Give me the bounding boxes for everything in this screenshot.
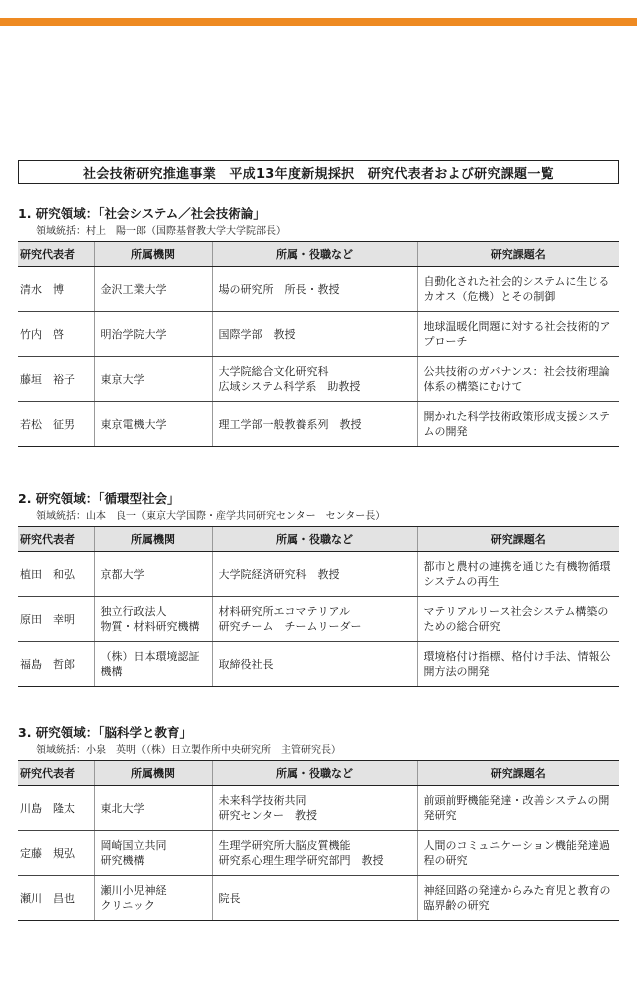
cell-topic: 環境格付け指標、格付け手法、情報公開方法の開発 <box>417 642 619 687</box>
cell-affiliation: 金沢工業大学 <box>94 267 212 312</box>
header-topic: 研究課題名 <box>417 527 619 552</box>
cell-affiliation: 瀬川小児神経 クリニック <box>94 876 212 921</box>
header-position: 所属・役職など <box>212 242 417 267</box>
cell-position: 院長 <box>212 876 417 921</box>
section-recycling-society <box>18 490 619 687</box>
cell-name: 藤垣 裕子 <box>18 357 94 402</box>
table-header-row <box>18 527 619 552</box>
cell-name: 若松 征男 <box>18 402 94 447</box>
cell-topic: 神経回路の発達からみた育児と教育の臨界齢の研究 <box>417 876 619 921</box>
top-accent-bar <box>0 18 637 26</box>
cell-name: 川島 隆太 <box>18 786 94 831</box>
table-row <box>18 312 619 357</box>
cell-name: 清水 博 <box>18 267 94 312</box>
cell-topic: 開かれた科学技術政策形成支援システムの開発 <box>417 402 619 447</box>
cell-name: 瀬川 昌也 <box>18 876 94 921</box>
table-row <box>18 597 619 642</box>
cell-name: 福島 哲郎 <box>18 642 94 687</box>
researcher-table <box>18 760 619 921</box>
cell-topic: 前頭前野機能発達・改善システムの開発研究 <box>417 786 619 831</box>
table-row <box>18 267 619 312</box>
section-heading: 1. 研究領域：「社会システム／社会技術論」 <box>18 206 266 221</box>
cell-affiliation: 東京大学 <box>94 357 212 402</box>
cell-topic: 地球温暖化問題に対する社会技術的アプローチ <box>417 312 619 357</box>
header-name: 研究代表者 <box>18 761 94 786</box>
cell-affiliation: 京都大学 <box>94 552 212 597</box>
cell-affiliation: （株）日本環境認証 機構 <box>94 642 212 687</box>
header-affiliation: 所属機関 <box>94 242 212 267</box>
cell-affiliation: 岡崎国立共同 研究機構 <box>94 831 212 876</box>
cell-position: 取締役社長 <box>212 642 417 687</box>
header-affiliation: 所属機関 <box>94 527 212 552</box>
section-social-systems <box>18 205 619 447</box>
header-position: 所属・役職など <box>212 761 417 786</box>
table-header-row <box>18 761 619 786</box>
cell-affiliation: 東北大学 <box>94 786 212 831</box>
cell-position: 材料研究所エコマテリアル 研究チーム チームリーダー <box>212 597 417 642</box>
cell-affiliation: 東京電機大学 <box>94 402 212 447</box>
header-affiliation: 所属機関 <box>94 761 212 786</box>
cell-name: 定藤 規弘 <box>18 831 94 876</box>
section-leader: 領域統括：村上 陽一郎（国際基督教大学大学院部長） <box>36 226 286 237</box>
cell-name: 原田 幸明 <box>18 597 94 642</box>
page-title <box>18 160 619 184</box>
researcher-table <box>18 526 619 687</box>
header-position: 所属・役職など <box>212 527 417 552</box>
header-topic: 研究課題名 <box>417 242 619 267</box>
cell-topic: 自動化された社会的システムに生じるカオス（危機）とその制御 <box>417 267 619 312</box>
cell-position: 場の研究所 所長・教授 <box>212 267 417 312</box>
cell-position: 大学院経済研究科 教授 <box>212 552 417 597</box>
cell-position: 生理学研究所大脳皮質機能 研究系心理生理学研究部門 教授 <box>212 831 417 876</box>
cell-topic: 人間のコミュニケーション機能発達過程の研究 <box>417 831 619 876</box>
section-leader: 領域統括：山本 良一（東京大学国際・産学共同研究センター センター長） <box>36 511 386 522</box>
header-topic: 研究課題名 <box>417 761 619 786</box>
section-leader: 領域統括：小泉 英明（（株）日立製作所中央研究所 主管研究長） <box>36 745 341 756</box>
table-header-row <box>18 242 619 267</box>
cell-position: 未来科学技術共同 研究センター 教授 <box>212 786 417 831</box>
cell-position: 大学院総合文化研究科 広域システム科学系 助教授 <box>212 357 417 402</box>
cell-name: 竹内 啓 <box>18 312 94 357</box>
header-name: 研究代表者 <box>18 527 94 552</box>
section-heading: 3. 研究領域：「脳科学と教育」 <box>18 725 193 740</box>
table-row <box>18 642 619 687</box>
cell-name: 植田 和弘 <box>18 552 94 597</box>
researcher-table <box>18 241 619 447</box>
cell-topic: 都市と農村の連携を通じた有機物循環システムの再生 <box>417 552 619 597</box>
cell-affiliation: 明治学院大学 <box>94 312 212 357</box>
table-row <box>18 552 619 597</box>
header-name: 研究代表者 <box>18 242 94 267</box>
cell-position: 国際学部 教授 <box>212 312 417 357</box>
section-heading: 2. 研究領域：「循環型社会」 <box>18 491 180 506</box>
table-row <box>18 357 619 402</box>
table-row <box>18 876 619 921</box>
table-row <box>18 786 619 831</box>
cell-topic: 公共技術のガバナンス：社会技術理論体系の構築にむけて <box>417 357 619 402</box>
page-title-text: 社会技術研究推進事業 平成13年度新規採択 研究代表者および研究課題一覧 <box>83 166 554 182</box>
table-row <box>18 831 619 876</box>
section-brain-science-education <box>18 724 619 921</box>
table-row <box>18 402 619 447</box>
cell-position: 理工学部一般教養系列 教授 <box>212 402 417 447</box>
cell-affiliation: 独立行政法人 物質・材料研究機構 <box>94 597 212 642</box>
cell-topic: マテリアルリース社会システム構築のための総合研究 <box>417 597 619 642</box>
